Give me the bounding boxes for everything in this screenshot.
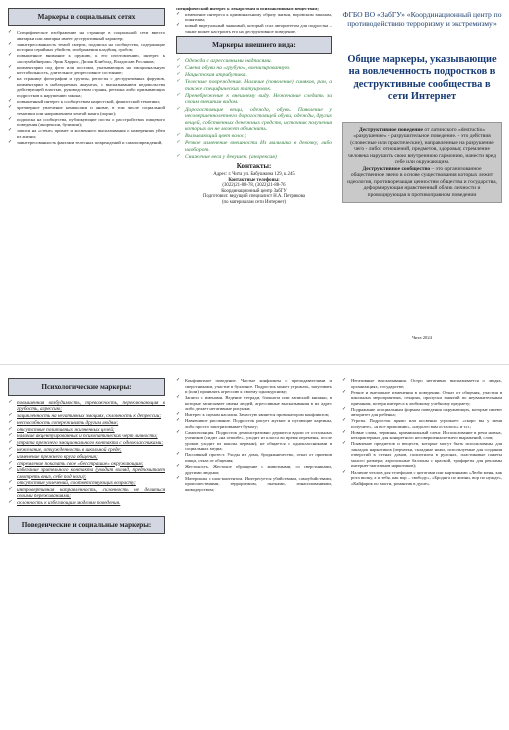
list-item: ✓ заинтересованность темой смерти, подписка на сообщества, содержащие истории серийных убийств, изображения кладбищ, гробов; [8,42,165,53]
list-item: ✓ нежелание, отчужденность в школьной среде; [8,447,165,453]
list-item: ✓ повышенная возбудимость, тревожность, переключающая в грубость, агрессию; [8,400,165,412]
list-item: ✓ Новые слова, термины, криминальный сленг. Использование в речи новых, нехарактерных для конкретного несовершеннолетнего выражений, слов; [342,430,502,441]
continued-text: специфический интерес к лекарствам и психоактивным веществам; [176,6,319,11]
behavioral-markers-list [176,378,332,492]
list-item: ✓ стремление показать свое «бесстрашие» окружающим; [8,461,165,467]
contacts-title: Контакты: [236,162,272,171]
list-item: ✓ заинтересованность фактами телесных повреждений и самоповреждений, [8,140,165,146]
social-markers-column [8,6,165,354]
psychological-markers-header: Психологические маркеры: [8,378,165,396]
list-item: ✓ Специфическое изображение на странице в социальной сети вместо аватарки или аватарка имеет деструктивный характер; [8,30,165,41]
list-item: ✓ изменение интереса к криминальному образу жизни, воровским законам, понятиям; [176,12,332,23]
list-item: ✓ Нацистская атрибутика. [176,72,332,79]
cover-column [342,6,502,354]
definition-term: Деструктивное поведение [358,126,423,133]
list-item: ✓ подписка на сообщества, публикующие посты о расстройствах пищевого поведения (анорексии, булимии); [8,117,165,128]
list-item: ✓ наличие акцентуированных и психопатических черт личности; [8,433,165,439]
list-item: ✓ Снижение веса у девушек. (анорексия) [176,154,332,161]
list-item: ✓ Появление предметов и веществ, которые могут быть использованы для закладок наркотиков (перчатки, складные ножи, используемые для создания отверстий в стенах домов, полиэтилен в рулонах, пластиковые пакеты малого размера; аэрозольные баллоны с краской, трафареты для рекламы интернет-магазинов наркотиков); [342,441,502,469]
list-item: ✓ Угрозы. Подросток прямо или косвенно угрожает: «скоро вы у меня получите», «я все припомню», «недолго вам осталось» и т.п.; [342,418,502,429]
psychological-markers-column [8,378,165,726]
contacts-author: Подготовил: ведущий специалист Н.А. Петрякова [203,194,305,200]
list-item: ✓ Смена обуви на «грубую», военизированную. [176,65,332,72]
list-item: ✓ неспособность сопереживать другим людям; [8,420,165,426]
list-item: ✓ на странице фотографии и группы, репосты с деструктивных форумов, комментарии в наблюдаемых акаунтах, с высказыванием недовольства действующей властью, руководством страны, региона либо призывающих подростков к нарушению закона; [8,76,165,98]
definitions-box [342,122,502,204]
contacts-block [176,164,332,205]
list-item: ✓ комментарии под фото или постами, указывающих на эмоциональную нестабильность, длительное депрессивное состояние; [8,65,165,76]
appearance-markers-column [176,6,332,354]
social-markers-header: Маркеры в социальных сетях [8,8,165,26]
list-item: ✓ Интерес к сценам насилия. Зачастую является провокатором конфликтов; [176,412,332,418]
contacts-source: (по материалам сети Интернет) [221,199,287,205]
brochure-inner-side [0,372,509,730]
list-item: ✓ Одежда с агрессивными надписями. [176,58,332,65]
psychological-markers-list [8,400,165,506]
organization-name: ФГБО ВО «ЗабГУ» «Координационный центр по противодействию терроризму и экстремизму» [342,10,502,28]
list-item: ✓ Жестокость. Жестокое обращение с животными, со сверстниками, другими людьми; [176,464,332,475]
list-item: ✓ новый виртуальный знакомый, который стал авторитетом для подростка – также может настроить его на деструктивное поведение. [176,23,332,34]
list-item: ✓ Пренебрежение к внешнему виду. Неженание следить за своим внешним видом. [176,93,332,106]
definition-text: – это организованное общественное звено в основе существования которых лежит идеология, противоречащая ценностям общества и государства, деформирующая нравственный облик личности и провоцирующая в противоправном поведении [347,165,497,198]
behavioral-markers-header: Поведенческие и социальные маркеры: [8,516,165,534]
list-item: ✓ отсутствие позитивных жизненных целей; [8,427,165,433]
brochure-outer-side [0,0,509,358]
list-item: ✓ записи на «стене» примет и косвенного высказывания о намерениях уйти из жизни; [8,128,165,139]
list-item: ✓ Резкое изменение внешности Из мальчика в девочку, либо наоборот. [176,140,332,153]
social-markers-list [8,30,165,145]
list-item: ✓ повышенное внимание к оружию, к его изготовлению, интерес к «колумбайнерам» Эрик Харрис, Дилан Клиболд, Владислав Росляков; [8,53,165,64]
list-item: ✓ Дорогостоящие вещи, одежда, обувь. Появление у несовершеннолетнего дорогостоящей обуви, одежды, других вещей, собственных денежных средств, источник получения которых он не может объяснить. [176,107,332,133]
list-item: ✓ Телесные повреждения. Наличие (появление) синяков, ран, а также специфических татуировок. [176,79,332,92]
list-item: ✓ изменение прежнего круга общения; [8,454,165,460]
list-item: ✓ Записи с именами. Ведение тетради, блокнота или записной книжки, в которые записывает имена людей, агрессивные высказывания в их адрес либо делает негативные рисунки; [176,395,332,412]
appearance-markers-header: Маркеры внешнего вида: [176,36,332,54]
list-item: ✓ Вызывающий цвет волос; [176,133,332,140]
list-item: ✓ чрезмерное увлечение комиксами и аниме, в том числе социальной тематики или направлением хентай манга (порно); [8,105,165,116]
list-item: ✓ Навязчивое рисование. Подросток рисует жуткие и пугающие картины, либо просто заштриховывает бумагу; [176,418,332,429]
page-divider [0,364,509,365]
definition-text: от латинского «destructio» «разрушение» - разрушительное поведение. - это действия (словесные или практические), направленные на разрушение чего - либо: отношений, предметов, здоровья; стремление человека нарушить свою внутреннюю гармонию, нанести вред себе или окружающим. [348,126,496,166]
list-item: ✓ Самоизоляция. Подросток демонстративно держится вдали от остальных учеников (сидит «на отшибе», уходит из класса во время перемены, после уроков уходит из школы первым); не общается с одноклассниками в социальных медиа; [176,430,332,452]
list-item: ✓ Резкое и внезапное изменения в поведении. Отказ от общения, участия в школьных мероприятиях, секциях, пропуски занятий по неуважительным причинам, потеря интереса к любимому учебному предмету; [342,390,502,407]
list-item: ✓ интровертивная направленность, склонность не делиться своими переживаниями; [8,487,165,499]
behavioral-markers-column [176,378,332,726]
city-year: Чита 2024 [412,335,432,340]
definition-term: Деструктивное сообщество [362,165,431,172]
contacts-phones-title: Контактные телефоны: [228,177,280,183]
appearance-markers-list [176,58,332,160]
contacts-phones: (3022)21-88-78, (3022)21-88-76 [222,183,286,189]
contacts-address: Адрес: г. Чита ул. Бабушкина 129, к.245 [213,171,295,177]
list-item: ✓ Наличие чехлов для телефонов с цитатами или картинками «Люби меня, как рота вилку, а я тебя, как вор – свободу», «Бродяга по жизни, вор по нужде», «Кайфарик по масти, романтик в душе». [342,470,502,487]
list-item: ✓ Подражание асоциальным формам поведения окружающих, которые имеют авторитет для ребенка; [342,407,502,418]
list-item: ✓ склонность к избегающим моделям поведения. [8,500,165,506]
brochure-title: Общие маркеры, указывающие на вовлеченность подростков в деструктивные сообщества в сети Интернет [347,54,497,103]
list-item: ✓ утрата прежнего эмоционального контакта с одноклассниками; [8,440,165,446]
list-item: ✓ избегание зрительного контакта (уводит взгляд, предпочитает смотреть вниз, себе под ноги); [8,467,165,479]
list-item: ✓ отсутствие увлечений, соответствующих возрасту; [8,480,165,486]
behavioral-markers-list-2 [342,378,502,486]
contacts-org: Координационный центр ЗабГУ [221,188,287,194]
list-item: ✓ Материалы с шок-контентом. Интересуется убийствами, самоубийствами, происшествиями, терроризмом, пытками, изнасилованиями, живодерством; [176,476,332,493]
list-item: ✓ Негативные высказывания. Остро негативно высказывается о людях, организациях, государстве; [342,378,502,389]
social-markers-continued [176,6,332,34]
list-item: ✓ Конфликтное поведение. Частые конфликты с преподавателями и сверстниками, участие в буллинге. Подросток может угрожать, запугивать и (или) проявлять агрессию к своему однокурснику; [176,378,332,395]
list-item: ✓ Пассивный протест. Уходы из дома, бродяжничество, отказ от приемов пищи, отказ от общения; [176,452,332,463]
behavioral-markers-column-2 [342,378,502,726]
list-item: ✓ повышенный интерес к сообществам нацистской, фашистской тематики; [8,99,165,105]
list-item: ✓ зацикленность на негативных эмоциях, склонность к депрессии; [8,413,165,419]
